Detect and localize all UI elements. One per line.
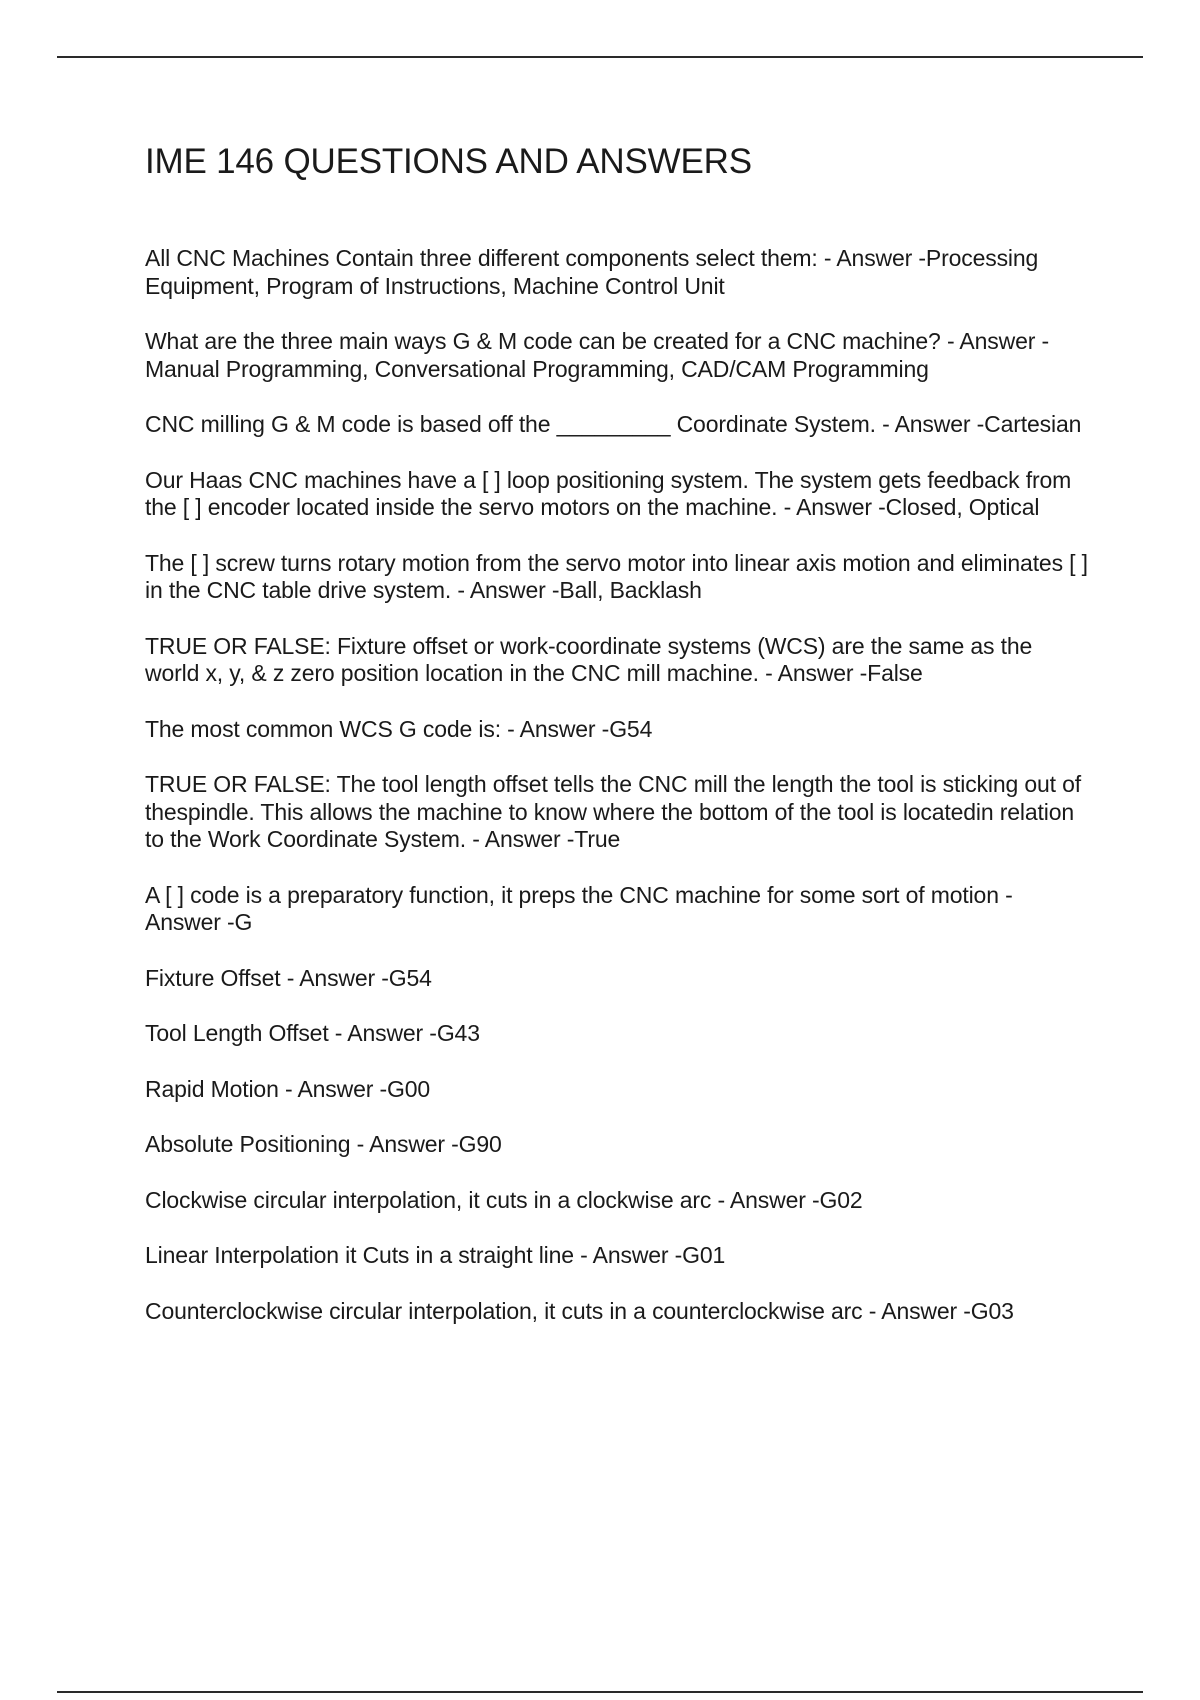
qa-item: What are the three main ways G & M code can be created for a CNC machine? - Answer -Manual Programming, Conversational Programming, CAD/CAM Programming (145, 328, 1049, 382)
document-body (145, 141, 1090, 1353)
qa-item: Our Haas CNC machines have a [ ] loop positioning system. The system gets feedback from the [ ] encoder located inside the servo motors on the machine. - Answer -Closed, Optical (145, 466, 1072, 520)
footer-rule (57, 1691, 1143, 1693)
header-rule (57, 56, 1143, 58)
qa-item: CNC milling G & M code is based off the _________ Coordinate System. - Answer -Cartesian (145, 411, 1082, 437)
qa-item: All CNC Machines Contain three different components select them: - Answer -Processing Equipment, Program of Instructions, Machine Control Unit (145, 245, 1039, 299)
qa-item: Tool Length Offset - Answer -G43 (145, 1020, 480, 1046)
qa-item: Linear Interpolation it Cuts in a straight line - Answer -G01 (145, 1242, 726, 1268)
qa-item: TRUE OR FALSE: The tool length offset tells the CNC mill the length the tool is sticking out of thespindle. This allows the machine to know where the bottom of the tool is locatedin relation to the Work Coordinate System. - Answer -True (145, 771, 1082, 852)
qa-item: Fixture Offset - Answer -G54 (145, 964, 432, 991)
qa-item: TRUE OR FALSE: Fixture offset or work-coordinate systems (WCS) are the same as the world x, y, & z zero position location in the CNC mill machine. - Answer -False (145, 632, 1033, 686)
qa-item: The most common WCS G code is: - Answer -G54 (145, 715, 653, 742)
qa-list (145, 245, 1090, 1325)
qa-item: Absolute Positioning - Answer -G90 (145, 1131, 502, 1157)
qa-item: Rapid Motion - Answer -G00 (145, 1075, 431, 1102)
qa-item: Counterclockwise circular interpolation, it cuts in a counterclockwise arc - Answer -G03 (145, 1297, 1014, 1324)
qa-item: A [ ] code is a preparatory function, it preps the CNC machine for some sort of motion - Answer -G (145, 881, 1013, 935)
qa-item: Clockwise circular interpolation, it cuts in a clockwise arc - Answer -G02 (145, 1186, 863, 1213)
qa-item: The [ ] screw turns rotary motion from the servo motor into linear axis motion and eliminates [ ] in the CNC table drive system. - Answer -Ball, Backlash (145, 549, 1088, 603)
document-title: IME 146 QUESTIONS AND ANSWERS (145, 142, 752, 181)
